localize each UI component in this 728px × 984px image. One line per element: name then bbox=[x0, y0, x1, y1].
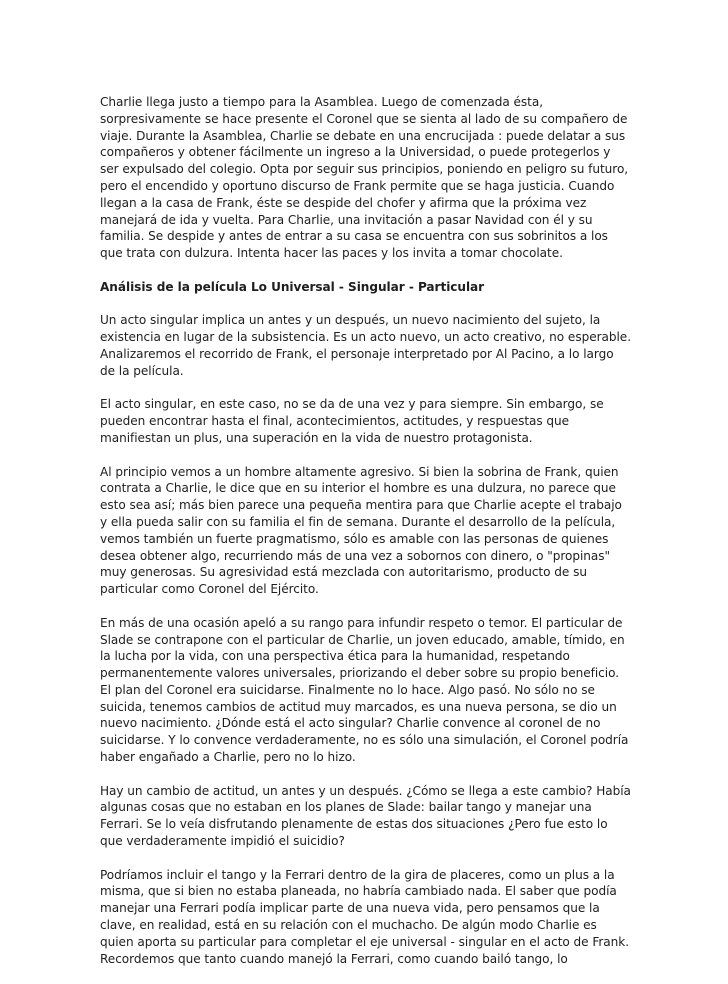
paragraph-acto-singular: Un acto singular implica un antes y un después, un nuevo nacimiento del sujeto, la existencia en lugar de la subsistencia. Es un acto nuevo, un acto creativo, no esperable. Analizaremos el recorrido de Frank, el personaje interpretado por Al Pacino, a lo largo de la película. bbox=[100, 313, 631, 378]
paragraph-cambio-actitud: Hay un cambio de actitud, un antes y un después. ¿Cómo se llega a este cambio? Había algunas cosas que no estaban en los planes de Slade: bailar tango y manejar una Ferrari. Se lo veía disfrutando plenamente de estas dos situaciones ¿Pero fue esto lo que verdaderamente impidió el suicidio? bbox=[100, 783, 631, 849]
document-page bbox=[100, 94, 632, 984]
paragraph-superacion: El acto singular, en este caso, no se da de una vez y para siempre. Sin embargo, se pueden encontrar hasta el final, acontecimientos, actitudes, y respuestas que manifiestan un plus, una superación en la vida de nuestro protagonista. bbox=[100, 397, 604, 445]
paragraph-tango-ferrari: Podríamos incluir el tango y la Ferrari dentro de la gira de placeres, como un plus a la misma, que si bien no estaba planeada, no habría cambiado nada. El saber que podía manejar una Ferrari podía implicar parte de una nueva vida, pero pensamos que la clave, en realidad, está en su relación con el muchacho. De algún modo Charlie es quien aporta su particular para completar el eje universal - singular en el acto de Frank. Recordemos que tanto cuando manejó la Ferrari, como cuando bailó tango, lo bbox=[100, 867, 630, 966]
paragraph-asamblea: Charlie llega justo a tiempo para la Asamblea. Luego de comenzada ésta, sorpresivamente se hace presente el Coronel que se sienta al lado de su compañero de viaje. Durante la Asamblea, Charlie se debate en una encrucijada : puede delatar a sus compañeros y obtener fácilmente un ingreso a la Universidad, o puede protegerlos y ser expulsado del colegio. Opta por seguir sus principios, poniendo en peligro su futuro, pero el encendido y oportuno discurso de Frank permite que se haga justicia. Cuando llegan a la casa de Frank, éste se despide del chofer y afirma que la próxima vez manejará de ida y vuelta. Para Charlie, una invitación a pasar Navidad con él y su familia. Se despide y antes de entrar a su casa se encuentra con sus sobrinitos a los que trata con dulzura. Intenta hacer las paces y los invita a tomar chocolate. bbox=[100, 95, 629, 261]
section-heading: Análisis de la película Lo Universal - Singular - Particular bbox=[100, 279, 485, 294]
paragraph-agresividad: Al principio vemos a un hombre altamente agresivo. Si bien la sobrina de Frank, quien contrata a Charlie, le dice que en su interior el hombre es una dulzura, no parece que esto sea así; más bien parece una pequeña mentira para que Charlie acepte el trabajo y ella pueda salir con su familia el fin de semana. Durante el desarrollo de la película, vemos también un fuerte pragmatismo, sólo es amable con las personas de quienes desea obtener algo, recurriendo más de una vez a sobornos con dinero, o "propinas" muy generosas. Su agresividad está mezclada con autoritarismo, producto de su particular como Coronel del Ejército. bbox=[100, 464, 622, 597]
paragraph-rango: En más de una ocasión apeló a su rango para infundir respeto o temor. El particular de Slade se contrapone con el particular de Charlie, un joven educado, amable, tímido, en la lucha por la vida, con una perspectiva ética para la humanidad, respetando permanentemente valores universales, priorizando el deber sobre su propio beneficio. El plan del Coronel era suicidarse. Finalmente no lo hace. Algo pasó. No sólo no se suicida, tenemos cambios de actitud muy marcados, es una nueva persona, se dio un nuevo nacimiento. ¿Dónde está el acto singular? Charlie convence al coronel de no suicidarse. Y lo convence verdaderamente, no es sólo una simulación, el Coronel podría haber engañado a Charlie, pero no lo hizo. bbox=[100, 615, 629, 765]
